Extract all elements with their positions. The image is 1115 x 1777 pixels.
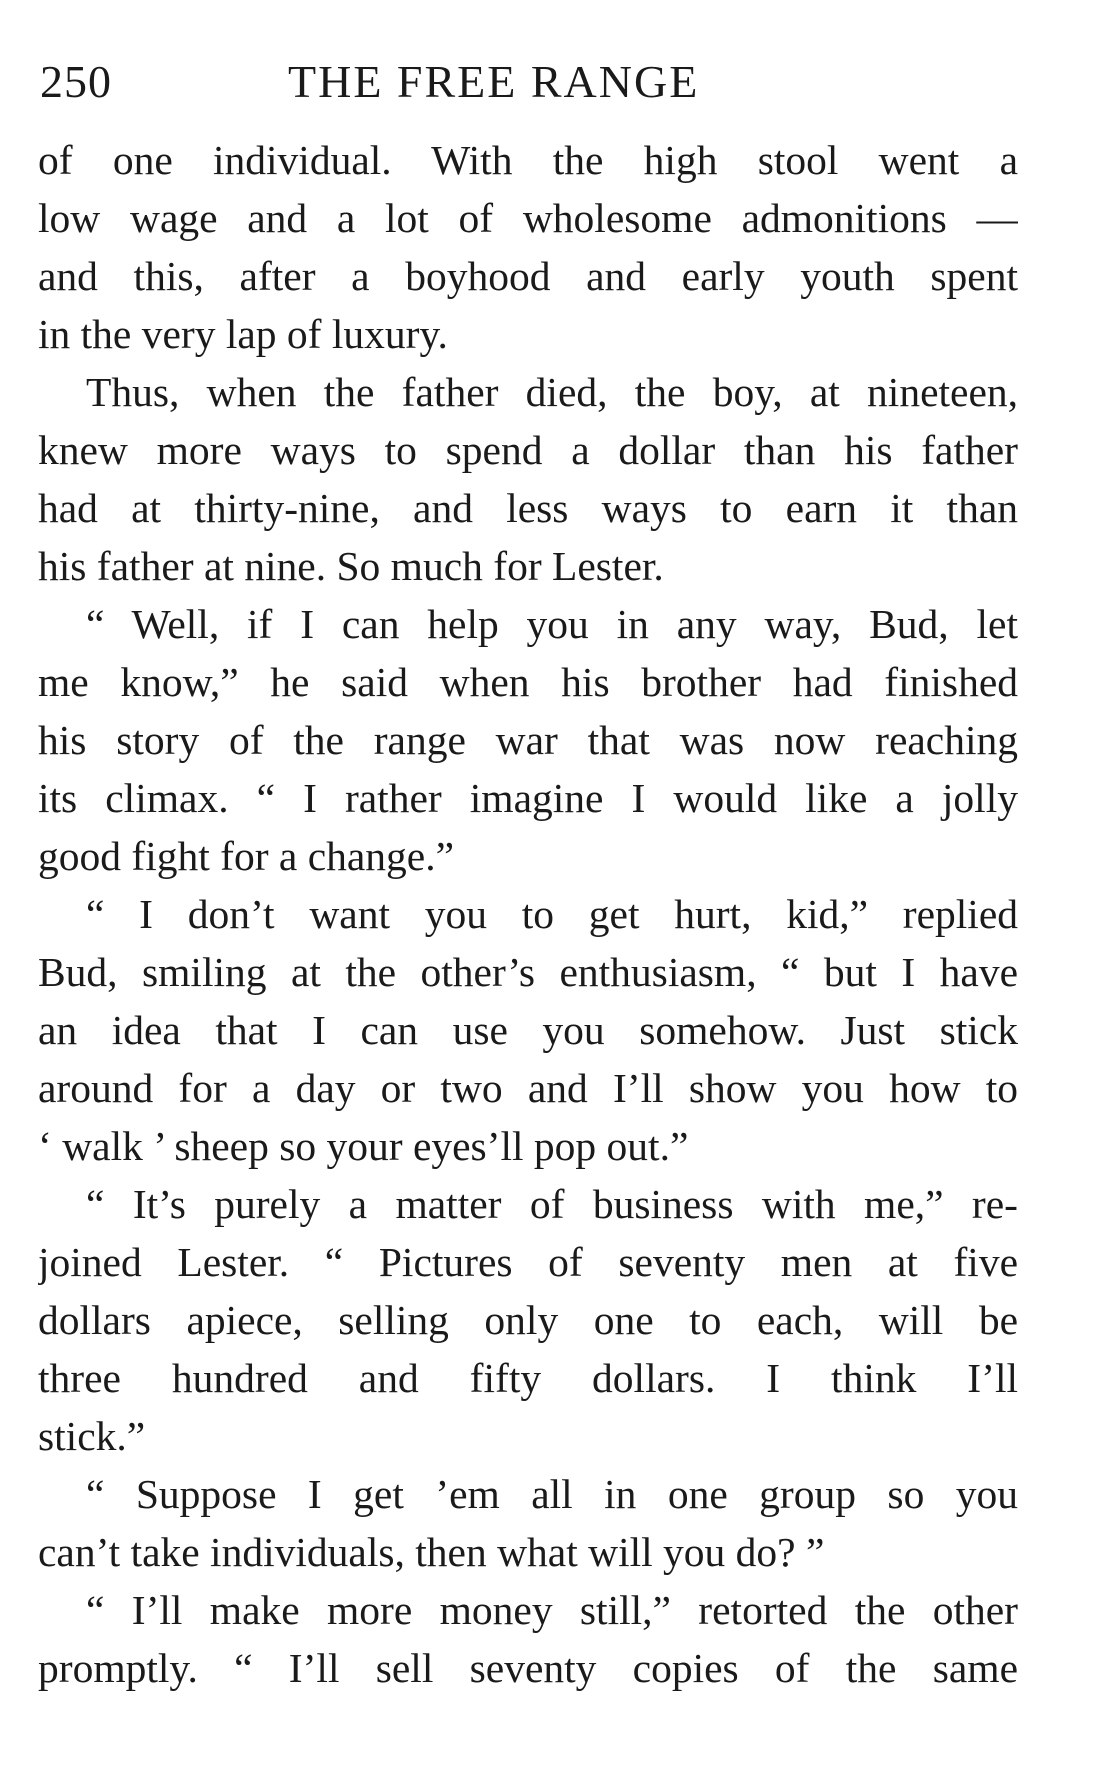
running-head: THE FREE RANGE [288,56,700,107]
text-line: an idea that I can use you somehow. Just stick [38,1007,1018,1053]
page-header [40,52,1020,112]
text-line: around for a day or two and I’ll show you how to [38,1065,1018,1111]
text-line: ‘ walk ’ sheep so your eyes’ll pop out.” [38,1123,689,1169]
text-line: “ Suppose I get ’em all in one group so you [86,1471,1018,1517]
text-line: three hundred and fifty dollars. I think I’ll [38,1355,1018,1401]
text-line: dollars apiece, selling only one to each, will be [38,1297,1018,1343]
text-line: “ Well, if I can help you in any way, Bud, let [86,601,1018,647]
text-line: can’t take individuals, then what will you do? ” [38,1529,825,1575]
text-line: of one individual. With the high stool went a [38,137,1018,183]
text-line: low wage and a lot of wholesome admonitions — [38,195,1018,241]
text-line: knew more ways to spend a dollar than his father [38,427,1018,473]
text-line: “ I’ll make more money still,” retorted the other [86,1587,1018,1633]
text-line: “ I don’t want you to get hurt, kid,” replied [86,891,1018,937]
text-line: had at thirty-nine, and less ways to earn it than [38,485,1018,531]
text-line: his story of the range war that was now reaching [38,717,1018,763]
text-line: Bud, smiling at the other’s enthusiasm, “ but I have [38,949,1018,995]
text-line: his father at nine. So much for Lester. [38,543,664,589]
text-line: promptly. “ I’ll sell seventy copies of the same [38,1645,1018,1691]
text-line: its climax. “ I rather imagine I would like a jolly [38,775,1018,821]
body-text [38,131,1018,1697]
text-line: me know,” he said when his brother had finished [38,659,1018,705]
text-line: “ It’s purely a matter of business with me,” re- [86,1181,1018,1227]
text-line: joined Lester. “ Pictures of seventy men at five [38,1239,1018,1285]
text-line: stick.” [38,1413,146,1459]
page-number: 250 [40,56,112,107]
text-line: good fight for a change.” [38,833,454,879]
text-line: Thus, when the father died, the boy, at nineteen, [86,369,1018,415]
text-line: and this, after a boyhood and early youth spent [38,253,1018,299]
text-line: in the very lap of luxury. [38,311,448,357]
